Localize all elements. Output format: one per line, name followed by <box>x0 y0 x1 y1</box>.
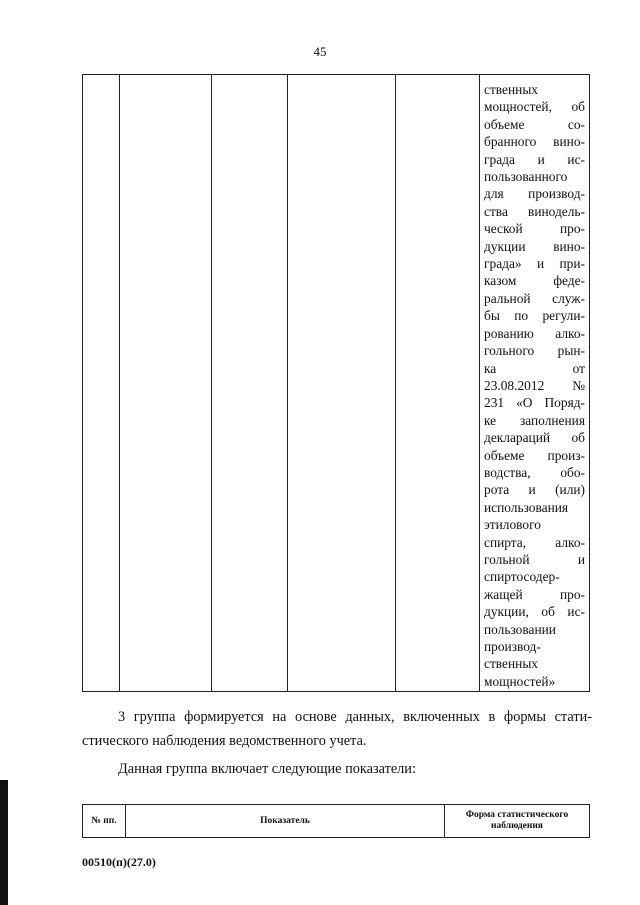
header-number: № пп. <box>91 815 117 826</box>
table-cell-line: водства, обо- <box>484 464 585 480</box>
table-cell-line: ке заполнения <box>484 412 585 428</box>
table-cell-line: рота и (или) <box>484 482 585 498</box>
page-number: 45 <box>313 44 327 59</box>
table-cell-line: ственных <box>484 82 539 97</box>
header-form-line: наблюдения <box>491 821 543 831</box>
indicators-table-header <box>82 804 590 838</box>
table-cell-line: ческой про- <box>484 221 585 237</box>
table-cell-line: использования <box>484 499 569 515</box>
table-cell-line: деклараций об <box>484 430 585 446</box>
table-cell-line: объеме со- <box>484 116 585 132</box>
table-cell-line: рованию алко- <box>484 325 585 341</box>
table-cell-line: пользовании <box>484 621 556 637</box>
table-cell-line: для производ- <box>484 186 585 202</box>
table-cell-line: 231 «О Поряд- <box>484 395 585 411</box>
table-cell-line: бы по регули- <box>484 308 585 324</box>
paragraph-line: стического наблюдения ведомственного учета. <box>82 733 367 749</box>
table-cell-line: этилового <box>484 517 541 533</box>
footer-code: 00510(п)(27.0) <box>82 855 156 869</box>
table-cell-line: ственных <box>484 656 539 672</box>
table-cell-line: гольной и <box>484 551 585 567</box>
table-cell-line: града и ис- <box>484 151 585 167</box>
column-divider <box>119 75 120 691</box>
paragraph-group-3 <box>82 705 592 753</box>
table-fragment <box>82 74 590 692</box>
table-cell-line: объеме произ- <box>484 447 585 463</box>
header-form-line: Форма статистического <box>465 810 569 820</box>
column-divider <box>479 75 480 691</box>
paragraph-indicators-intro: Данная группа включает следующие показатели: <box>118 761 416 777</box>
table-cell-text <box>484 81 585 690</box>
table-cell-line: дукции вино- <box>484 238 585 254</box>
table-cell-line: жащей про- <box>484 586 585 602</box>
table-cell-line: мощностей» <box>484 673 556 689</box>
table-cell-line: бранного вино- <box>484 134 585 150</box>
table-cell-line: дукции, об ис- <box>484 604 585 620</box>
header-form <box>445 805 589 837</box>
table-cell-line: ства винодель- <box>484 203 585 219</box>
table-cell-line: мощностей, об <box>484 99 585 115</box>
paragraph-line: 3 группа формируется на основе данных, включенных в формы стати- <box>118 709 592 725</box>
table-cell-line: производ- <box>484 639 541 654</box>
table-cell-line: 23.08.2012 № <box>484 377 585 393</box>
table-cell-line: казом феде- <box>484 273 585 289</box>
column-divider <box>287 75 288 691</box>
table-cell-line: спирта, алко- <box>484 534 585 550</box>
table-cell-line: града» и при- <box>484 256 585 272</box>
column-divider <box>211 75 212 691</box>
scan-edge-mark <box>0 780 8 905</box>
table-cell-line: ка от <box>484 360 585 376</box>
header-indicator: Показатель <box>260 815 310 826</box>
table-cell-line: пользованного <box>484 169 568 185</box>
table-cell-line: гольного рын- <box>484 343 585 359</box>
column-divider <box>395 75 396 691</box>
table-cell-line: ральной служ- <box>484 290 585 306</box>
table-cell-line: спиртосодер- <box>484 569 560 585</box>
